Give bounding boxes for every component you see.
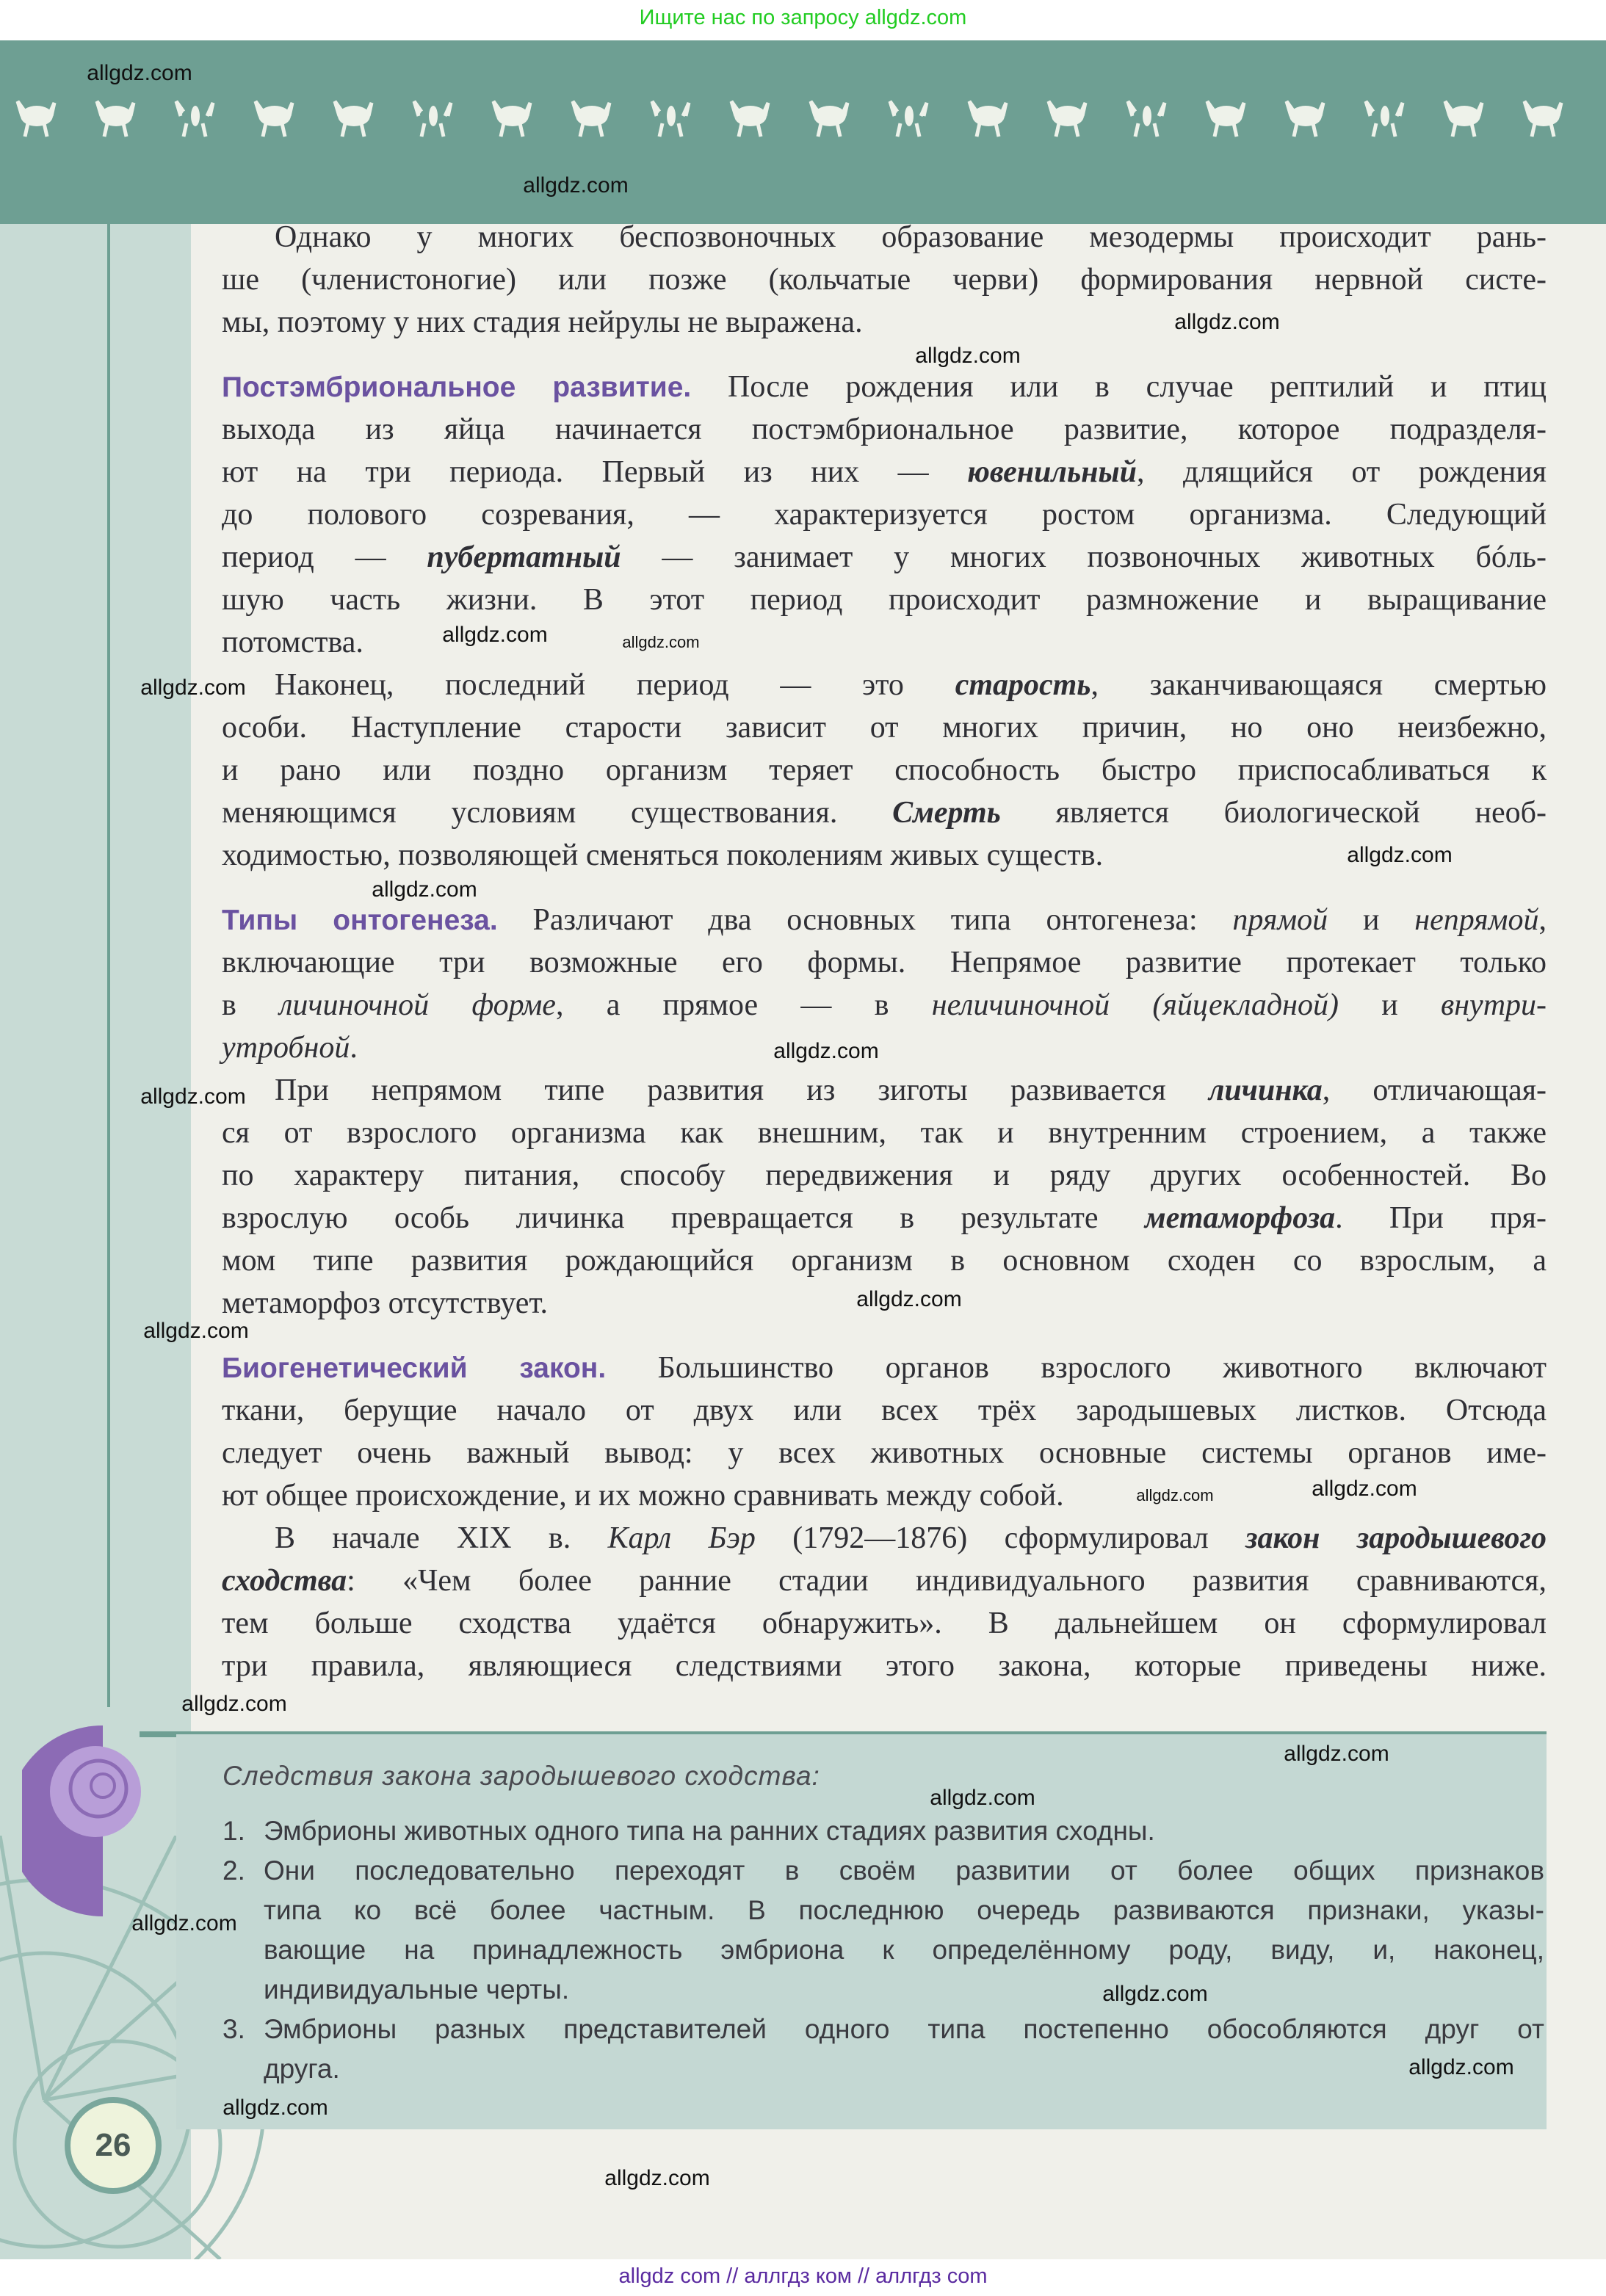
watermark-text: allgdz.com [622, 633, 700, 651]
key-term: личинка [1208, 1073, 1323, 1107]
text-line [222, 493, 1547, 536]
text-line [222, 984, 1547, 1026]
watermark-text: allgdz.com [915, 344, 1021, 368]
text-line [222, 579, 1547, 621]
text-line [222, 1560, 1547, 1602]
text-run: взрослую особь личинка превращается в результате [222, 1201, 1145, 1235]
text-line [222, 941, 1547, 984]
butterfly-icon [1524, 101, 1561, 137]
text-run: ткани, берущие начало от двух или всех трёх зародышевых листков. Отсюда [222, 1394, 1547, 1427]
giraffe-icon [176, 101, 213, 137]
text-run: Различают два основных типа онтогенеза: [497, 903, 1233, 937]
text-run: , заканчивающаяся смертью [1090, 668, 1547, 702]
butterfly-icon [573, 101, 610, 137]
italic-term: внутри- [1440, 988, 1547, 1022]
text-run: ше (членистоногие) или позже (кольчатые черви) формирования нервной систе- [222, 263, 1547, 297]
list-item [223, 1811, 1544, 1851]
text-line [222, 1154, 1547, 1197]
bird-icon [890, 101, 927, 137]
watermark-text: allgdz.com [604, 2166, 710, 2190]
list-item [223, 1851, 1544, 2010]
text-run: меняющимся условиям существования. [222, 796, 893, 830]
watermark-text: allgdz.com [1408, 2055, 1514, 2079]
watermark-text: allgdz.com [1174, 310, 1280, 334]
cat-icon [1366, 101, 1403, 137]
text-run: и [1338, 988, 1441, 1022]
text-line [222, 899, 1547, 941]
bull-icon [335, 101, 372, 137]
paragraph [222, 216, 1547, 344]
scorpion-icon [731, 101, 768, 137]
list-line: типа ко всё более частным. В последнюю очередь развиваются признаки, указы- [264, 1895, 1544, 1925]
watermark-text: allgdz.com [930, 1786, 1035, 1810]
watermark-text: allgdz.com [442, 623, 548, 647]
text-run: Наконец, последний период — это [275, 668, 955, 702]
text-line [222, 706, 1547, 749]
text-line [222, 1026, 1547, 1069]
antelope-icon [1049, 101, 1085, 137]
bird-icon [18, 101, 54, 137]
text-run: При непрямом типе развития из зиготы развивается [275, 1073, 1209, 1107]
text-line [222, 621, 1547, 664]
watermark-text: allgdz.com [372, 877, 477, 902]
text-line [222, 1645, 1547, 1687]
text-run: . [350, 1031, 358, 1065]
text-run: (1792—1876) сформулировал [755, 1521, 1246, 1555]
key-term: закон зародышевого [1245, 1521, 1547, 1555]
text-line [222, 749, 1547, 792]
text-run: шую часть жизни. В этот период происходит размножение и выращивание [222, 583, 1547, 617]
watermark-text: allgdz.com [1347, 843, 1453, 867]
watermark-text: allgdz.com [131, 1911, 237, 1935]
text-run: . При пря- [1335, 1201, 1547, 1235]
list-line: Они последовательно переходят в своём развитии от более общих признаков [264, 1855, 1544, 1886]
italic-term: неличиночной (яйцекладной) [931, 988, 1339, 1022]
text-run: и [1328, 903, 1415, 937]
section-heading: Биогенетический закон. [222, 1352, 607, 1384]
text-line [222, 1389, 1547, 1432]
text-line [222, 1112, 1547, 1154]
watermark-text: allgdz.com [1136, 1486, 1214, 1504]
text-run: мы, поэтому у них стадия нейрулы не выражена. [222, 305, 863, 339]
text-run: , [1538, 903, 1547, 937]
text-run: потомства. [222, 626, 363, 659]
text-line [222, 1197, 1547, 1239]
margin-line [107, 224, 110, 1707]
kangaroo-icon [1445, 101, 1482, 137]
list-number: 2. [223, 1855, 245, 1886]
watermark-text: allgdz.com [140, 676, 246, 700]
text-run: особи. Наступление старости зависит от многих причин, но оно неизбежно, [222, 711, 1547, 745]
text-line [222, 301, 1547, 344]
antelope-icon [97, 101, 134, 137]
text-run: следует очень важный вывод: у всех животных основные системы органов име- [222, 1436, 1547, 1470]
list-line: индивидуальные черты. [264, 1974, 570, 2005]
italic-term: прямой [1232, 903, 1328, 937]
text-run: в [222, 988, 280, 1022]
text-run: ют общее происхождение, и их можно сравнивать между собой. [222, 1479, 1064, 1513]
bull-icon [1287, 101, 1323, 137]
cat-icon [414, 101, 451, 137]
text-run: , отличающая- [1322, 1073, 1547, 1107]
text-run: , длящийся от рождения [1136, 455, 1547, 489]
text-run: ся от взрослого организма как внешним, так и внутренним строением, а также [222, 1116, 1547, 1150]
italic-term: личиночной форме [279, 988, 556, 1022]
text-run: После рождения или в случае рептилий и птиц [691, 370, 1547, 404]
text-run: — занимает у многих позвоночных животных бóль- [621, 540, 1547, 574]
bottom-banner-text[interactable]: allgdz com // аллгдз ком // аллгдз com [618, 2264, 988, 2288]
top-banner-text[interactable]: Ищите нас по запросу allgdz.com [639, 6, 967, 29]
text-line [222, 1517, 1547, 1560]
bison-icon [652, 101, 689, 137]
italic-term: Карл Бэр [607, 1521, 756, 1555]
watermark-text: allgdz.com [856, 1287, 962, 1311]
text-line [222, 1239, 1547, 1282]
spiral-shell-icon [22, 1718, 154, 1924]
text-line [222, 1069, 1547, 1112]
watermark-text: allgdz.com [773, 1039, 879, 1063]
text-line [222, 258, 1547, 301]
text-run: : «Чем более ранние стадии индивидуального развития сравниваются, [347, 1564, 1547, 1598]
key-term: ювенильный [967, 455, 1137, 489]
list-line: Эмбрионы разных представителей одного типа постепенно обособляются друг от [264, 2014, 1544, 2044]
text-run: период — [222, 540, 427, 574]
key-term: старость [955, 668, 1091, 702]
text-line [222, 408, 1547, 451]
text-run: выхода из яйца начинается постэмбриональное развитие, которое подразделя- [222, 413, 1547, 446]
list-line: друга. [264, 2054, 340, 2084]
text-line [222, 1347, 1547, 1389]
horse-icon [811, 101, 847, 137]
list-item [223, 2010, 1544, 2089]
bird-icon [969, 101, 1006, 137]
text-run: , а прямое — в [555, 988, 932, 1022]
key-term: метаморфоза [1144, 1201, 1336, 1235]
page-number: 26 [65, 2097, 162, 2194]
watermark-text: allgdz.com [1102, 1982, 1208, 2006]
kangaroo-icon [493, 101, 530, 137]
box-title: Следствия закона зародышевого сходства: [223, 1761, 820, 1791]
watermark-text: allgdz.com [1284, 1742, 1389, 1766]
text-run: по характеру питания, способу передвижения и ряду других особенностей. Во [222, 1159, 1547, 1192]
watermark-text: allgdz.com [181, 1692, 287, 1716]
list-number: 3. [223, 2014, 245, 2044]
key-term: сходства [222, 1564, 347, 1598]
list-line: вающие на принадлежность эмбриона к определённому роду, виду, и, наконец, [264, 1935, 1544, 1965]
text-run: три правила, являющиеся следствиями этого закона, которые приведены ниже. [222, 1649, 1547, 1683]
italic-term: непрямой [1414, 903, 1539, 937]
text-run: метаморфоз отсутствует. [222, 1286, 549, 1320]
key-term: пубертатный [427, 540, 621, 574]
section-heading: Постэмбриональное развитие. [222, 372, 692, 403]
animal-silhouettes-row [0, 94, 1606, 138]
insect-icon [1207, 101, 1244, 137]
list-number: 1. [223, 1816, 245, 1846]
text-run: тем больше сходства удаётся обнаружить». В дальнейшем он сформулировал [222, 1607, 1547, 1640]
text-line [222, 1432, 1547, 1474]
text-run: ют на три периода. Первый из них — [222, 455, 968, 489]
text-run: и рано или поздно организм теряет способность быстро приспосабливаться к [222, 753, 1547, 787]
watermark-text: allgdz.com [523, 173, 629, 198]
text-run: Однако у многих беспозвоночных образование мезодермы происходит рань- [275, 220, 1547, 254]
text-line [222, 664, 1547, 706]
giraffe-icon [1128, 101, 1165, 137]
text-run: мом типе развития рождающийся организм в основном сходен со взрослым, а [222, 1244, 1547, 1278]
text-line [222, 451, 1547, 493]
watermark-text: allgdz.com [87, 61, 192, 85]
text-line [222, 536, 1547, 579]
paragraph [222, 366, 1547, 664]
text-run: является биологической необ- [1000, 796, 1547, 830]
text-line [222, 366, 1547, 408]
bottom-banner [0, 2259, 1606, 2296]
watermark-text: allgdz.com [140, 1084, 246, 1109]
text-line [222, 792, 1547, 834]
text-run: В начале XIX в. [275, 1521, 608, 1555]
text-run: включающие три возможные его формы. Непрямое развитие протекает только [222, 946, 1547, 979]
paragraph [222, 899, 1547, 1069]
watermark-text: allgdz.com [1312, 1477, 1417, 1501]
watermark-text: allgdz.com [143, 1319, 249, 1343]
section-heading: Типы онтогенеза. [222, 905, 498, 936]
watermark-text: allgdz.com [223, 2096, 328, 2120]
paragraph [222, 1517, 1547, 1687]
italic-term: утробной [222, 1031, 350, 1065]
main-text [222, 216, 1547, 1687]
paragraph [222, 1069, 1547, 1325]
key-term: Смерть [892, 796, 1001, 830]
insect-icon [256, 101, 292, 137]
list-line: Эмбрионы животных одного типа на ранних стадиях развития сходны. [264, 1816, 1155, 1846]
text-line [222, 1602, 1547, 1645]
top-banner [0, 0, 1606, 40]
text-run: Большинство органов взрослого животного включают [606, 1351, 1547, 1385]
text-line [222, 216, 1547, 258]
consequences-list [223, 1811, 1544, 2089]
text-run: ходимостью, позволяющей сменяться поколениям живых существ. [222, 839, 1104, 872]
text-run: до полового созревания, — характеризуется ростом организма. Следующий [222, 498, 1547, 532]
